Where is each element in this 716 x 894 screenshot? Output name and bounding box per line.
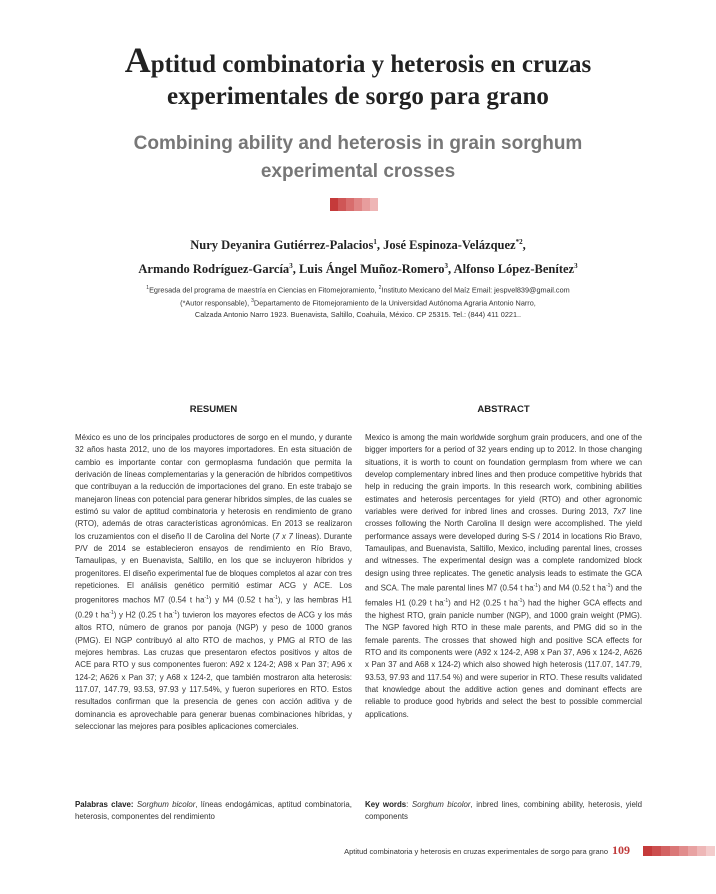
- decor-square: [338, 198, 346, 211]
- footer-square: [697, 846, 706, 856]
- keywords-label: Palabras clave:: [75, 800, 134, 809]
- unit-exponent: -1: [273, 595, 278, 602]
- keywords-list: , inbred lines, combining ability, heterosis, yield components: [365, 800, 642, 822]
- unit-exponent: -1: [204, 595, 209, 602]
- keywords-species: Sorghum bicolor: [136, 800, 196, 809]
- affil-text: Departamento de Fitomejoramiento de la Universidad Autónoma Agraria Antonio Narro,: [253, 298, 536, 308]
- footer-square: [670, 846, 679, 856]
- author-affil-mark: 3: [574, 262, 578, 271]
- page-number: 109: [612, 843, 630, 857]
- affil-mark: 3: [251, 297, 254, 304]
- abstract-heading: ABSTRACT: [477, 404, 530, 415]
- palabras-clave: [75, 799, 352, 824]
- resumen-text: líneas). Durante P/V de 2014 se establecieron ensayos de rendimiento en Río Bravo, Tamaulipas, y en Buenavista, Saltillo, en los que se incluyeron híbridos y progenitores. El diseño experimental fue de bloques completos al azar con tres repeticiones. El análisis genético permitió estimar ACG y ACE. Los progenitores machos M7 (0.54 t ha: [75, 531, 352, 606]
- author-affiliations: [60, 283, 656, 320]
- keywords-species: Sorghum bicolor: [411, 800, 471, 809]
- footer-decoration-bar: [643, 846, 715, 856]
- resumen-heading: RESUMEN: [189, 404, 238, 415]
- author-list: Nury Deyanira Gutiérrez-Palacios$^1$, José Espinoza-Velázquez$^{*2}$, Armando Rodríguez-García$^3$, Luis Ángel Muñoz-Romero$^3$, Alfonso López-Benítez$^3$: [138, 238, 578, 277]
- affil-address: Calzada Antonio Narro 1923. Buenavista, Saltillo, Coahuila, México. CP 25315. Tel.: (844) 411 0221..: [194, 309, 522, 319]
- running-title: Aptitud combinatoria y heterosis en cruzas experimentales de sorgo para grano: [344, 847, 608, 856]
- resumen-text: ) y M4 (0.52 t ha: [208, 596, 274, 606]
- abstract-text: ) and the females H1 (0.29 t ha: [365, 583, 643, 608]
- footer-square: [652, 846, 661, 856]
- footer-square: [643, 846, 652, 856]
- article-title: [60, 40, 656, 113]
- author-name: Armando Rodríguez-García: [138, 262, 290, 277]
- author-name: Luis Ángel Muñoz-Romero: [298, 262, 445, 277]
- resumen-text: ) y H2 (0.25 t ha: [113, 611, 173, 621]
- decor-square: [362, 198, 370, 211]
- resumen-text: México es uno de los principales productores de sorgo en el mundo, y durante 32 años hasta 2012, uno de los mayores importadores. En esta situación de cambio es importante contar con germoplasma fundación que permita la derivación de líneas complementarias y la generación de híbridos competitivos que contribuyan a la reducción de importaciones del grano. En este trabajo se manejaron líneas con potencial para generar híbridos simples, de las cuales se estimó su valor de aptitud combinatoria y heterosis en rendimiento de grano (RTO), además de otras características agronómicas. En 2013 se realizaron los cruzamientos con el diseño II de Carolina del Norte (: [75, 433, 352, 541]
- subtitle-line-2: experimental crosses: [260, 161, 456, 182]
- footer-square: [661, 846, 670, 856]
- abstract-body: [365, 432, 642, 721]
- author-affil-mark: 3: [289, 262, 293, 271]
- subtitle-line-1: Combining ability and heterosis in grain sorghum: [133, 133, 583, 154]
- footer-square: [706, 846, 715, 856]
- abstract-text-em: 7x7: [612, 507, 626, 517]
- abstract-text: line crosses following the North Carolina II design were accomplished. The yield performance assays were developed during S-S / 2014 in locations Rio Bravo, Tamaulipas, and Buenavista, Saltillo, Mexico, including parental lines, crosses and witnesses. The experimental design was a complete randomized block design using three replicates. The genetic analysis leads to estimate the GCA and SCA. The male parental lines M7 (0.54 t ha: [365, 507, 643, 593]
- abstract-text: ) and H2 (0.25 t ha: [448, 598, 518, 608]
- resumen-body: [75, 432, 352, 734]
- keywords-colon: :: [406, 800, 409, 809]
- affil-mark: 1: [146, 285, 150, 291]
- affil-mark: 2: [378, 285, 382, 291]
- key-words: [365, 799, 642, 824]
- unit-exponent: -1: [443, 598, 449, 605]
- affil-text: (*Autor responsable),: [180, 298, 252, 308]
- decor-square: [370, 198, 378, 211]
- resumen-text: ), y las hembras H1 (0.29 t ha: [75, 596, 352, 621]
- affil-email: Instituto Mexicano del Maíz Email: jespvel839@gmail.com: [381, 285, 570, 295]
- unit-exponent: -1: [605, 583, 611, 590]
- keywords-list: , líneas endogámicas, aptitud combinatoria, heterosis, componentes del rendimiento: [75, 800, 352, 822]
- footer-square: [679, 846, 688, 856]
- author-affil-mark: *2: [515, 238, 523, 246]
- affil-text: Egresada del programa de maestría en Ciencias en Fitomejoramiento,: [149, 285, 379, 295]
- abstract-text: Mexico is among the main worldwide sorghum grain producers, and one of the bigger importers for a period of 32 years ending up to 2012. In those changing situations, it is worth to count on foundation germplasm from where we can develop complementary inbred lines and then produce competitive hybrids that help in reducing the grain imports. In this research work, combining abilities estimates and heterosis percentages for yield (RTO) and other agronomic variables were derived for inbred lines and crosses. During 2013,: [365, 433, 642, 517]
- author-name: Alfonso López-Benítez: [453, 262, 575, 277]
- resumen-text-em: 7 x 7: [274, 531, 293, 541]
- title-line-1: ptitud combinatoria y heterosis en cruzas: [150, 51, 592, 78]
- author-name: Nury Deyanira Gutiérrez-Palacios: [190, 238, 374, 253]
- footer-square: [688, 846, 697, 856]
- unit-exponent: -1: [109, 610, 114, 617]
- title-drop-cap: A: [124, 40, 151, 80]
- author-affil-mark: 3: [444, 262, 449, 271]
- author-affil-mark: 1: [373, 238, 377, 246]
- decor-square: [346, 198, 354, 211]
- decor-square: [330, 198, 338, 211]
- article-subtitle: [60, 130, 656, 186]
- author-name: José Espinoza-Velázquez: [383, 238, 516, 253]
- decor-square: [354, 198, 362, 211]
- page-footer: [300, 843, 630, 859]
- abstract-text: ) had the higher GCA effects and the highest RTO, grain panicle number (NGP), and 1000 grain weight (PMG). The NGP favored high RTO in these male parents, and PMG did so in the female parents. The crosses that showed high and positive SCA effects for RTO and its components were (A92 x 124-2, A98 x Pan 37, A96 x 124-2, A626 x Pan 37 and A68 x 124-2) which also showed high heterosis (117.07, 147.79, 93.53, 97.93 and 117.54 %) and were superior in RTO. These results validated that knowledge about the additive action genes and dominant effects are reliable to produce good hybrids and select the best to possible commercial applications.: [365, 598, 642, 719]
- resumen-text: ) tuvieron los mayores efectos de ACG y los más altos RTO, número de granos por panoja (NGP) y peso de 1000 granos (PMG). El NGP contribuyó al alto RTO de machos, y PMG al RTO de las mejores hembras. Las cruzas que presentaron efectos positivos y altos de ACE para RTO y sus componentes fueron: A92 x 124-2; A98 x Pan 37; A96 x 124-2; A626 x Pan 37; y A68 x 124-2, que también mostraron alta heterosis: 117.07, 147.79, 93.53, 97.93 y 117.54%, y fueron superiores en RTO. Estos resultados confirman que la presencia de genes con acción aditiva y de dominancia es aprovechable para generar buenas combinaciones híbridas, y seleccionar las mejores para posibles aplicaciones comerciales.: [75, 611, 353, 732]
- title-line-2: experimentales de sorgo para grano: [167, 83, 549, 110]
- unit-exponent: -1: [172, 610, 178, 617]
- keywords-label: Key words: [365, 800, 407, 809]
- title-decoration-bar: [330, 198, 378, 211]
- unit-exponent: -1: [533, 583, 539, 590]
- unit-exponent: -1: [517, 598, 523, 605]
- abstract-text: ) and M4 (0.52 t ha: [538, 583, 606, 593]
